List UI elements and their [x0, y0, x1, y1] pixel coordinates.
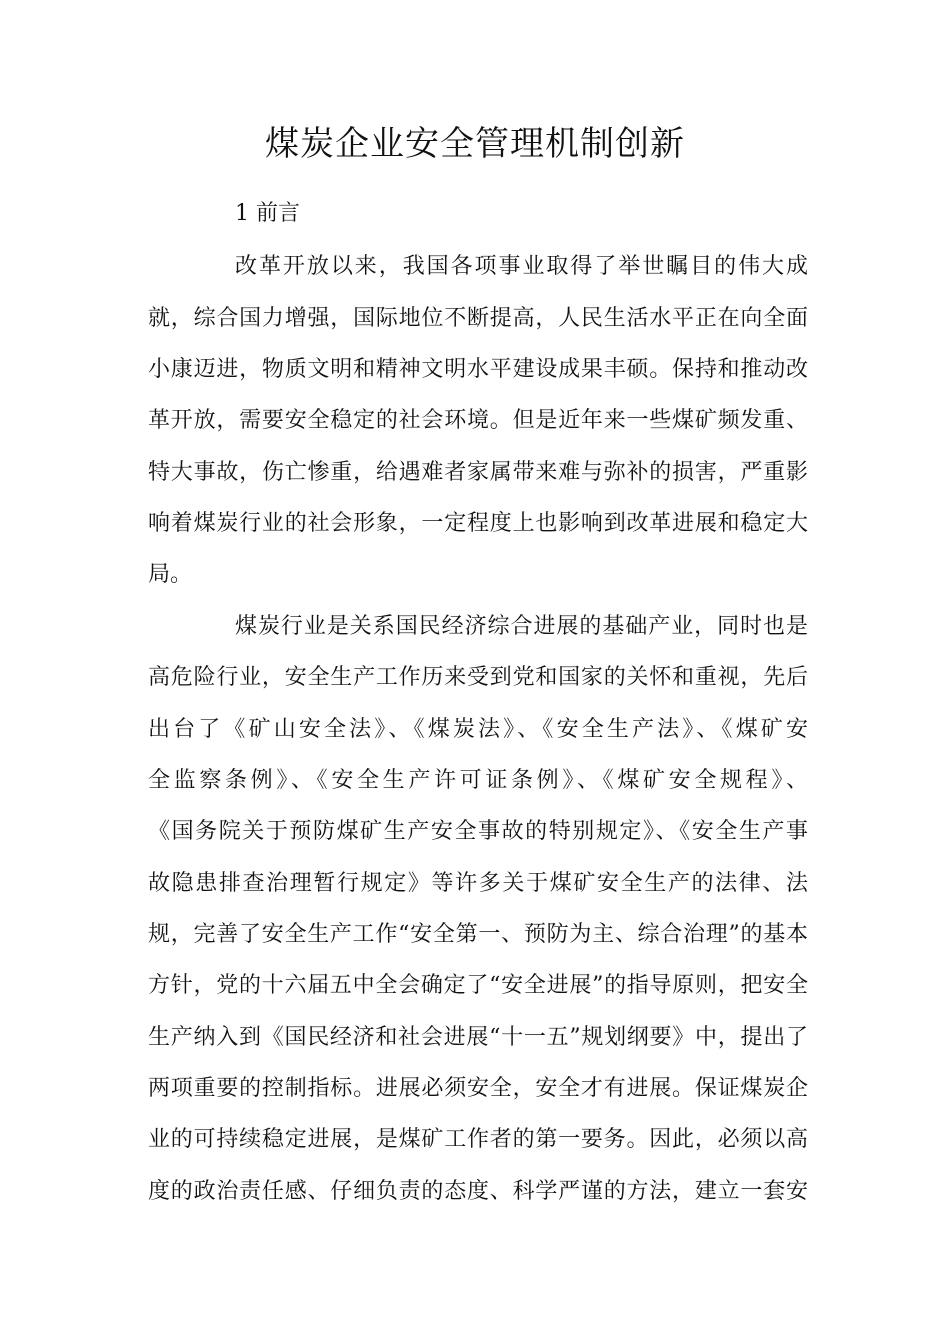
paragraph-line: 革开放，需要安全稳定的社会环境。但是近年来一些煤矿频发重、 — [148, 408, 808, 433]
paragraph-line: 业的可持续稳定进展，是煤矿工作者的第一要务。因此，必须以高 — [148, 1127, 808, 1152]
paragraph-line: 小康迈进，物质文明和精神文明水平建设成果丰硕。保持和推动改 — [148, 357, 808, 382]
paragraph-line: 度的政治责任感、仔细负责的态度、科学严谨的方法，建立一套安 — [148, 1179, 808, 1204]
paragraph-line: 特大事故，伤亡惨重，给遇难者家属带来难与弥补的损害，严重影 — [148, 460, 808, 485]
section-heading: 1 前言 — [235, 201, 300, 226]
paragraph-line: 煤炭行业是关系国民经济综合进展的基础产业，同时也是 — [235, 614, 808, 639]
paragraph-line: 响着煤炭行业的社会形象，一定程度上也影响到改革进展和稳定大 — [148, 511, 808, 536]
paragraph-line: 改革开放以来，我国各项事业取得了举世瞩目的伟大成 — [235, 254, 808, 279]
paragraph-line: 就，综合国力增强，国际地位不断提高，人民生活水平正在向全面 — [148, 306, 808, 331]
paragraph-line: 《国务院关于预防煤矿生产安全事故的特别规定》、《安全生产事 — [148, 819, 808, 844]
document-title: 煤炭企业安全管理机制创新 — [265, 124, 685, 164]
paragraph-line: 两项重要的控制指标。进展必须安全，安全才有进展。保证煤炭企 — [148, 1076, 808, 1101]
paragraph-line: 出台了《矿山安全法》、《煤炭法》、《安全生产法》、《煤矿安 — [148, 717, 808, 742]
paragraph-line: 全监察条例》、《安全生产许可证条例》、《煤矿安全规程》、 — [148, 768, 808, 793]
paragraph-line: 方针，党的十六届五中全会确定了“安全进展”的指导原则，把安全 — [148, 973, 808, 998]
paragraph-line: 故隐患排查治理暂行规定》等许多关于煤矿安全生产的法律、法 — [148, 871, 808, 896]
paragraph-line: 生产纳入到《国民经济和社会进展“十一五”规划纲要》中，提出了 — [148, 1025, 808, 1050]
paragraph-line: 规，完善了安全生产工作“安全第一、预防为主、综合治理”的基本 — [148, 922, 808, 947]
paragraph-line: 局。 — [148, 562, 193, 587]
paragraph-line: 高危险行业，安全生产工作历来受到党和国家的关怀和重视，先后 — [148, 665, 808, 690]
